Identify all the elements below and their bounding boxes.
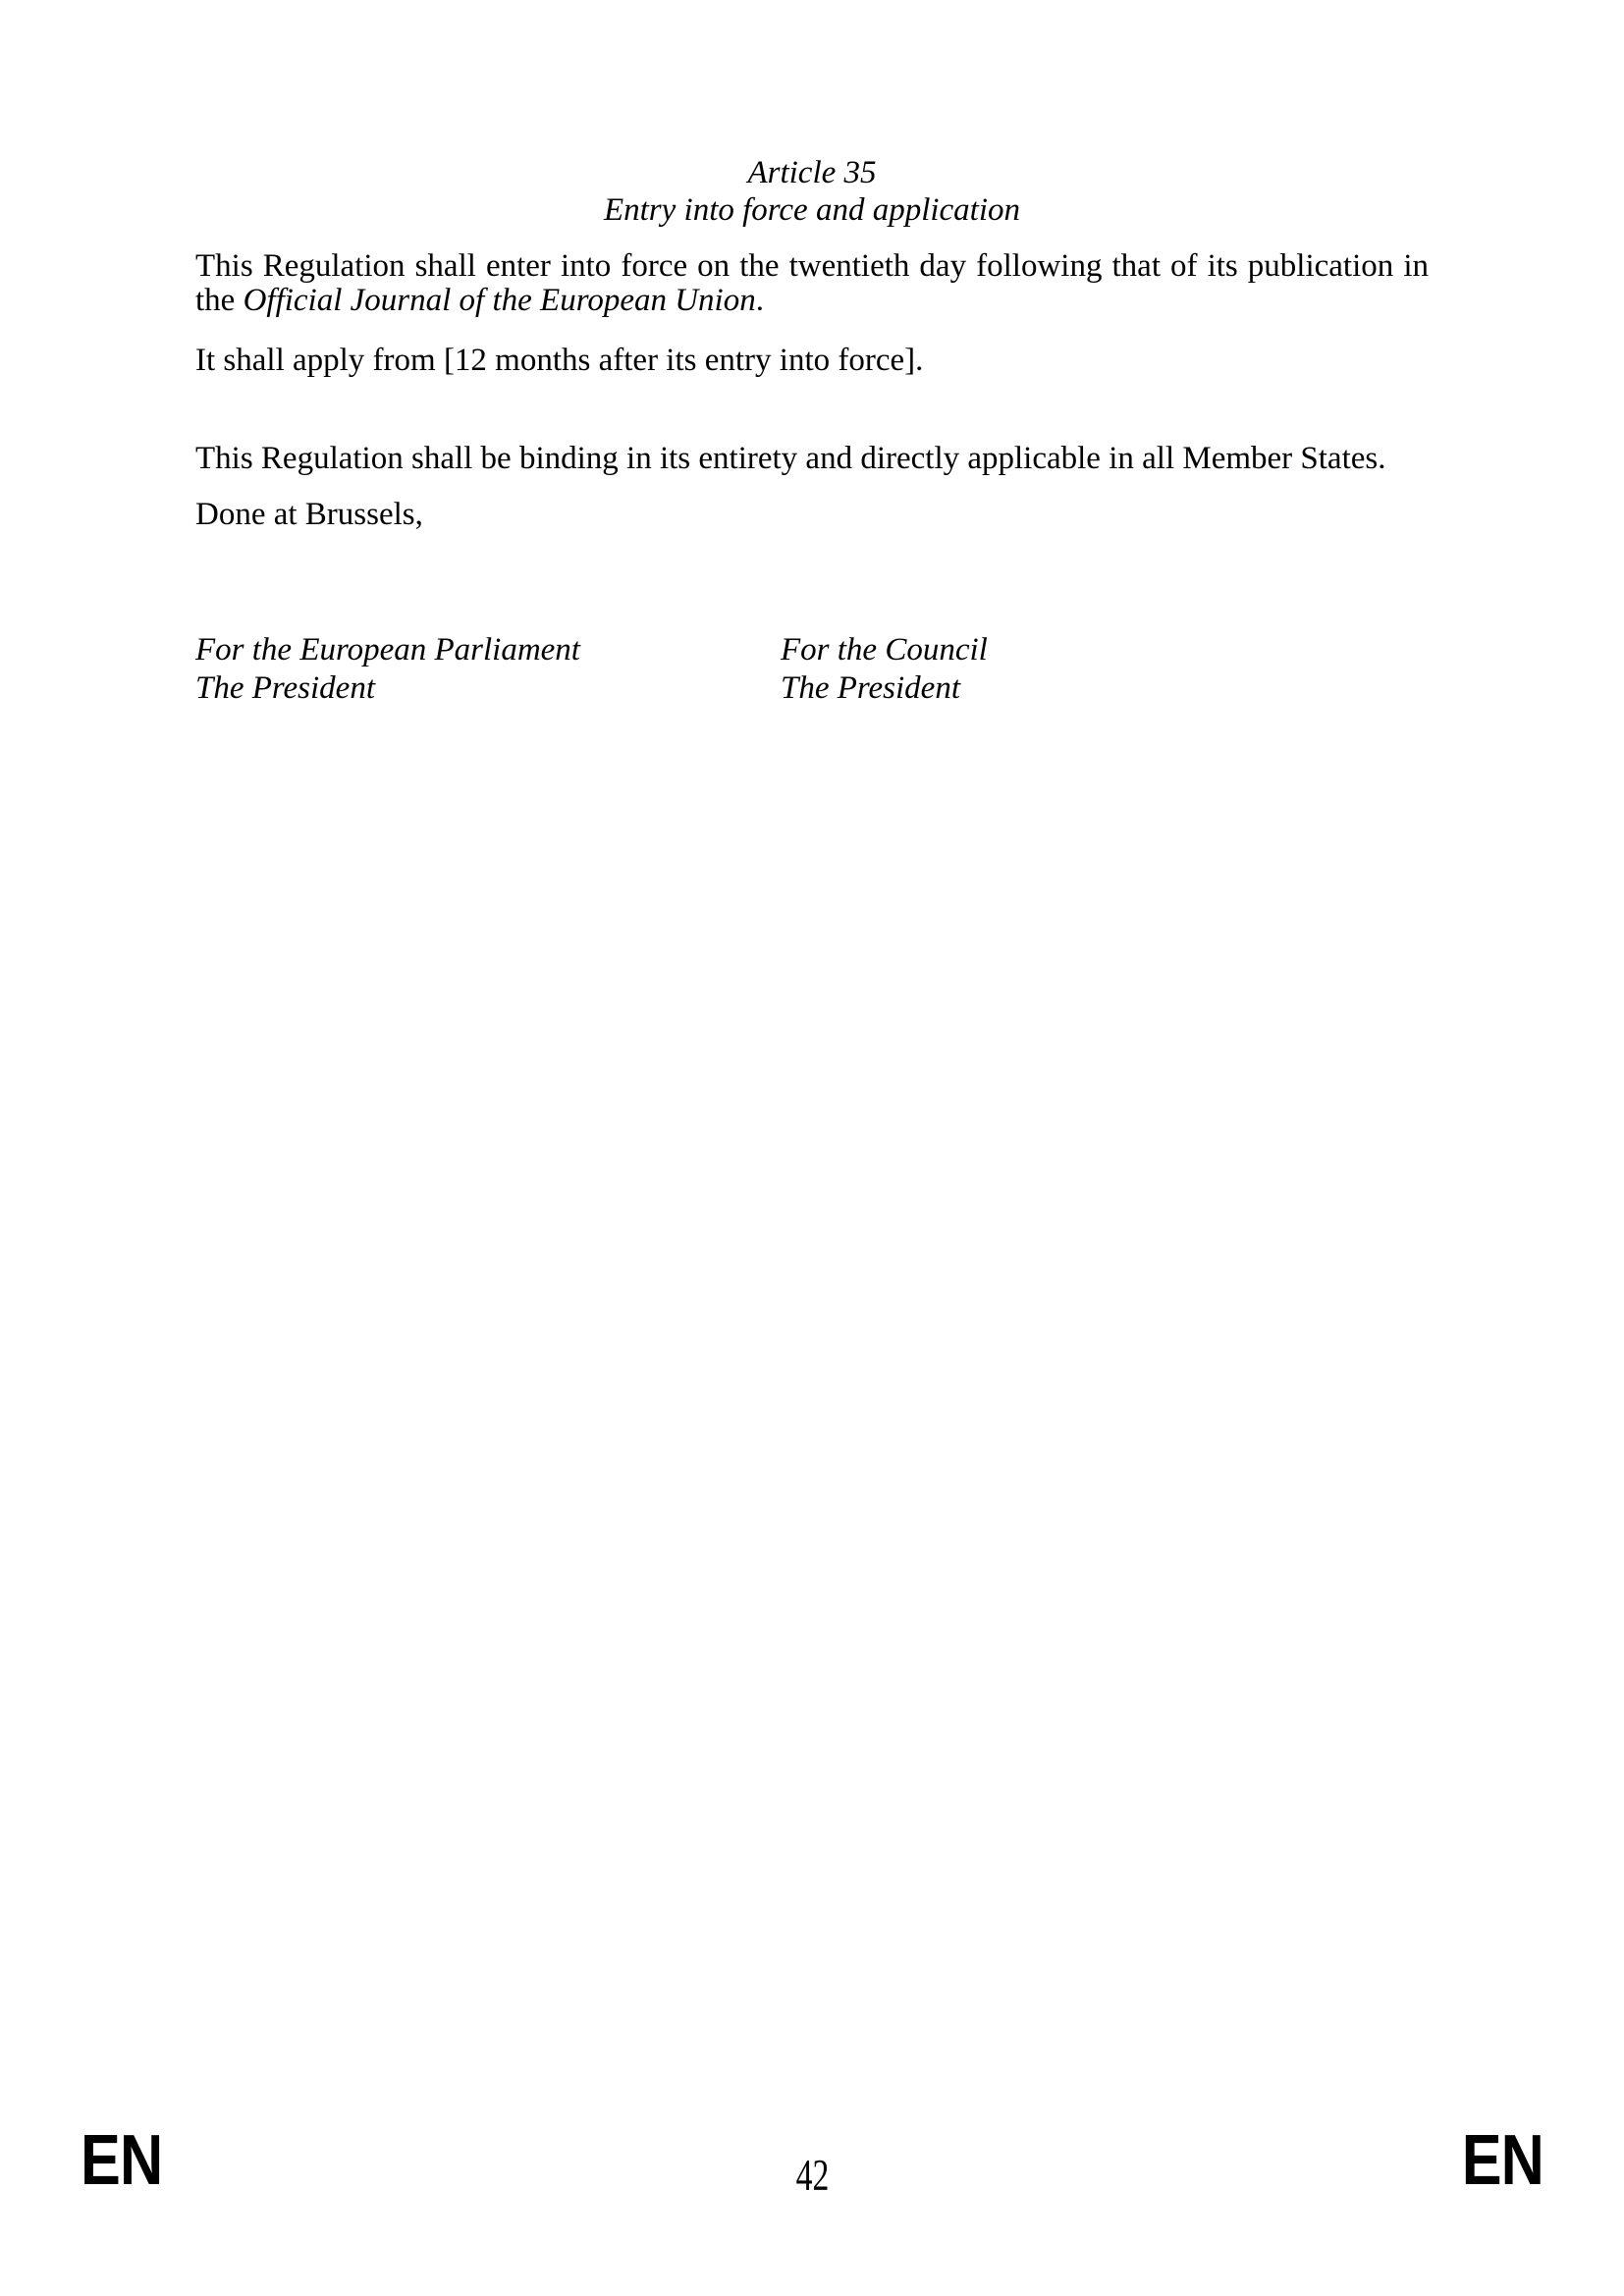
signature-parliament: [195, 631, 781, 708]
footer-language-right: EN: [1461, 2121, 1543, 2200]
signature-council-institution: For the Council: [781, 632, 988, 667]
signature-council: [781, 631, 1429, 708]
signature-parliament-institution: For the European Parliament: [195, 632, 580, 667]
entry-text-before-journal: This Regulation shall enter into force on the twentieth day following that of its publication in the: [195, 248, 1429, 318]
footer-page-number-container: [0, 2151, 1624, 2200]
entry-text-after-journal: .: [755, 283, 764, 318]
signature-parliament-role: The President: [195, 670, 375, 706]
article-title: Entry into force and application: [603, 192, 1021, 228]
article-number: Article 35: [747, 155, 877, 190]
paragraph-done-at: Done at Brussels,: [195, 497, 423, 532]
footer-language-left: EN: [81, 2121, 163, 2200]
paragraph-entry-into-force: [195, 249, 1429, 318]
signature-block: [195, 631, 1429, 708]
paragraph-application: It shall apply from [12 months after its entry into force].: [195, 343, 924, 378]
signature-council-role: The President: [781, 670, 960, 706]
article-heading: [195, 154, 1429, 229]
page-number: 42: [795, 2151, 829, 2200]
journal-title-italic: Official Journal of the European Union: [243, 283, 756, 318]
document-content: [195, 0, 1429, 708]
paragraph-binding: This Regulation shall be binding in its entirety and directly applicable in all Member States.: [195, 441, 1386, 476]
